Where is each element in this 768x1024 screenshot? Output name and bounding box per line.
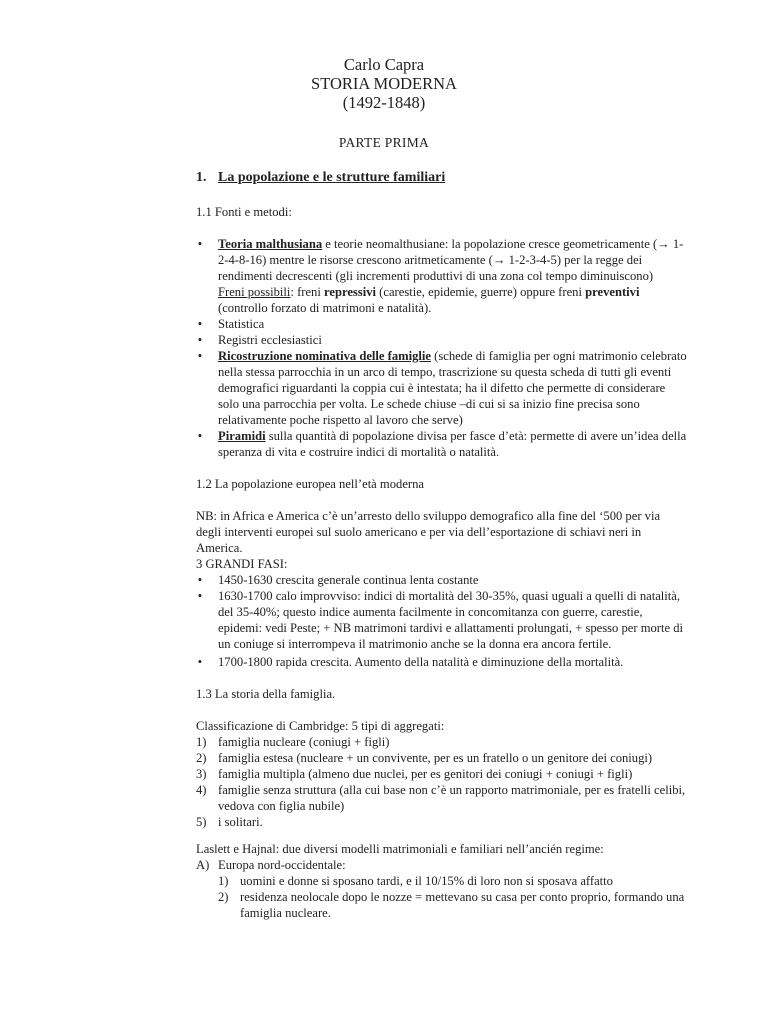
text-line: (schede di famiglia per ogni matrimonio celebrato xyxy=(431,349,687,363)
text-line: solo una parrocchia per volta. Le schede chiuse –di cui si sa inizio fine precisa sono xyxy=(218,397,640,411)
list-number: 1) xyxy=(196,735,207,749)
list-letter: A) xyxy=(196,858,210,872)
list-item: residenza neolocale dopo le nozze = mettevano su casa per conto proprio, formando una xyxy=(240,890,685,904)
text-line: un coniuge si interrompeva il matrimonio anche se la donna era ancora fertile. xyxy=(218,637,612,651)
bullet-icon: • xyxy=(197,237,203,251)
book-title: STORIA MODERNA xyxy=(311,74,457,93)
text-line: (carestie, epidemie, guerre) oppure freni xyxy=(376,285,586,299)
list-item: famiglie senza struttura (alla cui base non c’è un rapporto matrimoniale, per es fratelli celibi, xyxy=(218,783,686,797)
text-line: del 35-40%; questo indice aumenta facilmente in concomitanza con guerre, carestie, xyxy=(218,605,643,619)
list-number: 1) xyxy=(218,874,229,888)
term-ricostruzione: Ricostruzione nominativa delle famiglie xyxy=(218,349,432,363)
fasi-heading: 3 GRANDI FASI: xyxy=(196,557,288,571)
list-item: Registri ecclesiastici xyxy=(218,333,322,347)
list-item-continuation: vedova con figlia nubile) xyxy=(218,799,345,813)
list-item: famiglia nucleare (coniugi + figli) xyxy=(218,735,390,749)
text-line: speranza di vita e costruire indici di mortalità o natalità. xyxy=(218,445,500,459)
chapter-title: La popolazione e le strutture familiari xyxy=(218,170,446,185)
term-teoria-malthusiana: Teoria malthusiana xyxy=(218,237,323,251)
text-line: NB: in Africa e America c’è un’arresto dello sviluppo demografico alla fine del ‘500 per via xyxy=(196,509,661,523)
bullet-icon: • xyxy=(197,589,203,603)
bullet-icon: • xyxy=(197,573,203,587)
term-repressivi: repressivi xyxy=(324,285,377,299)
section-heading-1-1: 1.1 Fonti e metodi: xyxy=(196,205,292,219)
text-line: epidemi: vedi Peste; + NB matrimoni tardivi e allattamenti prolungati, + spesso per morte di xyxy=(218,621,684,635)
section-heading-1-2: 1.2 La popolazione europea nell’età moderna xyxy=(196,477,424,491)
list-number: 2) xyxy=(218,890,229,904)
term-freni-possibili: Freni possibili xyxy=(218,285,291,299)
book-years: (1492-1848) xyxy=(342,93,426,112)
section-heading-1-3: 1.3 La storia della famiglia. xyxy=(196,687,336,701)
term-piramidi: Piramidi xyxy=(218,429,266,443)
text-line: : freni xyxy=(290,285,324,299)
list-item: i solitari. xyxy=(218,815,263,829)
list-item: 1450-1630 crescita generale continua lenta costante xyxy=(218,573,479,587)
bullet-icon: • xyxy=(197,655,203,669)
text-line: 1630-1700 calo improvviso: indici di mortalità del 30-35%, quasi uguali a quelli di natalità, xyxy=(218,589,681,603)
text-line: sulla quantità di popolazione divisa per fasce d’età: permette di avere un’idea della xyxy=(265,429,687,443)
list-number: 5) xyxy=(196,815,207,829)
text-line: demografici riguardanti la coppia cui è intestata; ha il difetto che permette di considerare xyxy=(218,381,666,395)
text-line: relativamente poche rispetto al lavoro che serve) xyxy=(218,413,463,427)
nb-paragraph xyxy=(196,508,741,572)
list-number: 3) xyxy=(196,767,207,781)
list-item xyxy=(218,348,738,428)
list-item: 1700-1800 rapida crescita. Aumento della natalità e diminuzione della mortalità. xyxy=(218,655,624,669)
text-line: nella stessa parrocchia in un arco di tempo, trascrizione su questa scheda di tutti gli eventi xyxy=(218,365,672,379)
text-line: rendimenti decrescenti (gli incrementi produttivi di una zona col tempo diminuiscono) xyxy=(218,269,654,283)
list-item xyxy=(218,588,738,652)
chapter-heading xyxy=(196,170,445,186)
list-item: Statistica xyxy=(218,317,265,331)
author: Carlo Capra xyxy=(343,55,425,74)
bullet-icon: • xyxy=(197,349,203,363)
text-line: 2-4-8-16) mentre le risorse crescono aritmeticamente (→ 1-2-3-4-5) per la regge dei xyxy=(218,253,643,267)
bullet-icon: • xyxy=(197,333,203,347)
bullet-icon: • xyxy=(197,317,203,331)
chapter-number: 1. xyxy=(196,170,207,185)
text-line: America. xyxy=(196,541,243,555)
list-item xyxy=(218,236,738,316)
part-title: PARTE PRIMA xyxy=(338,135,430,150)
list-number: 4) xyxy=(196,783,207,797)
list-number: 2) xyxy=(196,751,207,765)
list-item: uomini e donne si sposano tardi, e il 10/15% di loro non si sposava affatto xyxy=(240,874,613,888)
term-preventivi: preventivi xyxy=(585,285,640,299)
text-line: (controllo forzato di matrimoni e natalità). xyxy=(218,301,432,315)
laslett-hajnal-intro: Laslett e Hajnal: due diversi modelli matrimoniali e familiari nell’ancién regime: xyxy=(196,842,604,856)
text-line: e teorie neomalthusiane: la popolazione cresce geometricamente (→ 1- xyxy=(322,237,684,251)
classification-intro: Classificazione di Cambridge: 5 tipi di aggregati: xyxy=(196,719,445,733)
text-line: degli interventi europei sul suolo americano e per via dell’esportazione di schiavi neri in xyxy=(196,525,642,539)
list-item-continuation: famiglia nucleare. xyxy=(240,906,331,920)
list-item: famiglia multipla (almeno due nuclei, per es genitori dei coniugi + coniugi + figli) xyxy=(218,767,633,781)
list-item: famiglia estesa (nucleare + un convivente, per es un fratello o un genitore dei coniugi) xyxy=(218,751,653,765)
list-item: Europa nord-occidentale: xyxy=(218,858,346,872)
list-item xyxy=(218,428,738,460)
bullet-icon: • xyxy=(197,429,203,443)
